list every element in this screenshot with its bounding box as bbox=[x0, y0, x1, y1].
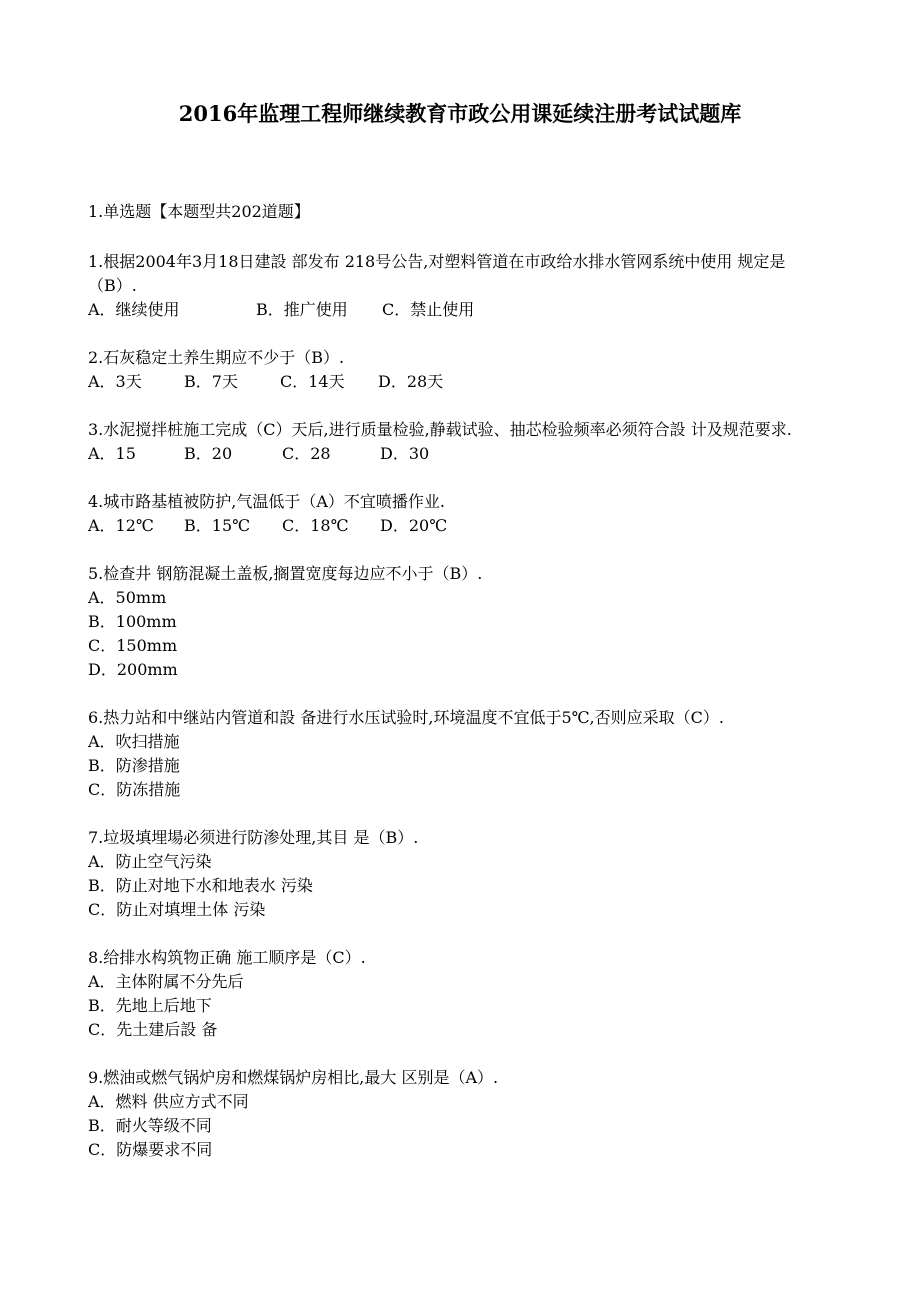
option-c: C．18℃ bbox=[282, 516, 349, 535]
option-d: D．30 bbox=[380, 444, 430, 463]
option-a: A．吹扫措施 bbox=[88, 732, 180, 751]
option-b: B．防渗措施 bbox=[88, 756, 180, 775]
option-d: D．200mm bbox=[88, 660, 178, 679]
question-5 bbox=[88, 562, 832, 682]
option-a: A．50mm bbox=[88, 588, 167, 607]
options-row bbox=[88, 298, 832, 322]
document-title: 2016年监理工程师继续教育市政公用课延续注册考试试题库 bbox=[178, 101, 742, 126]
option-b: B．100mm bbox=[88, 612, 177, 631]
question-8 bbox=[88, 946, 832, 1042]
question-stem: 9.燃油或燃气锅炉房和燃煤锅炉房相比,最大 区别是（A）. bbox=[88, 1068, 499, 1087]
option-b: B．防止对地下水和地表水 污染 bbox=[88, 876, 313, 895]
option-c: C．防止对填埋土体 污染 bbox=[88, 900, 266, 919]
question-stem: 3.水泥搅拌桩施工完成（C）天后,进行质量检验,静载试验、抽芯检验频率必须符合設 计及规范要求. bbox=[88, 420, 792, 439]
question-stem: 4.城市路基植被防护,气温低于（A）不宜喷播作业. bbox=[88, 492, 445, 511]
option-b: B．7天 bbox=[184, 372, 238, 391]
option-a: A．3天 bbox=[88, 372, 142, 391]
question-stem: 8.给排水构筑物正确 施工顺序是（C）. bbox=[88, 948, 366, 967]
option-a: A．防止空气污染 bbox=[88, 852, 212, 871]
option-c: C．先土建后設 备 bbox=[88, 1020, 218, 1039]
section-heading: 1.单选题【本题型共202道题】 bbox=[88, 202, 310, 221]
option-c: C．28 bbox=[282, 444, 331, 463]
option-c: C．150mm bbox=[88, 636, 178, 655]
option-c: C．防冻措施 bbox=[88, 780, 181, 799]
question-stem: 1.根据2004年3月18日建設 部发布 218号公告,对塑料管道在市政给水排水管网系统中使用 规定是（B）. bbox=[88, 252, 786, 295]
option-b: B．15℃ bbox=[184, 516, 251, 535]
option-a: A．12℃ bbox=[88, 516, 154, 535]
question-2 bbox=[88, 346, 832, 394]
question-stem: 2.石灰稳定土养生期应不少于（B）. bbox=[88, 348, 345, 367]
question-6 bbox=[88, 706, 832, 802]
option-a: A．15 bbox=[88, 444, 136, 463]
option-b: B．耐火等级不同 bbox=[88, 1116, 212, 1135]
option-c: C．防爆要求不同 bbox=[88, 1140, 213, 1159]
option-a: A．继续使用 bbox=[88, 300, 180, 319]
question-3 bbox=[88, 418, 832, 466]
option-d: D．20℃ bbox=[380, 516, 448, 535]
options-row bbox=[88, 514, 832, 538]
option-c: C．14天 bbox=[280, 372, 345, 391]
question-stem: 7.垃圾填埋場必须进行防渗处理,其目 是（B）. bbox=[88, 828, 419, 847]
option-c: C．禁止使用 bbox=[382, 300, 475, 319]
option-a: A．燃料 供应方式不同 bbox=[88, 1092, 249, 1111]
question-9 bbox=[88, 1066, 832, 1162]
question-4 bbox=[88, 490, 832, 538]
option-b: B．20 bbox=[184, 444, 233, 463]
question-1 bbox=[88, 250, 832, 322]
option-b: B．先地上后地下 bbox=[88, 996, 212, 1015]
options-row bbox=[88, 370, 832, 394]
option-a: A．主体附属不分先后 bbox=[88, 972, 244, 991]
option-b: B．推广使用 bbox=[256, 300, 348, 319]
option-d: D．28天 bbox=[378, 372, 444, 391]
question-stem: 6.热力站和中继站内管道和設 备进行水压试验时,环境温度不宜低于5℃,否则应采取（C）. bbox=[88, 708, 724, 727]
question-7 bbox=[88, 826, 832, 922]
options-row bbox=[88, 442, 832, 466]
question-stem: 5.检查井 钢筋混凝土盖板,搁置宽度每边应不小于（B）. bbox=[88, 564, 483, 583]
